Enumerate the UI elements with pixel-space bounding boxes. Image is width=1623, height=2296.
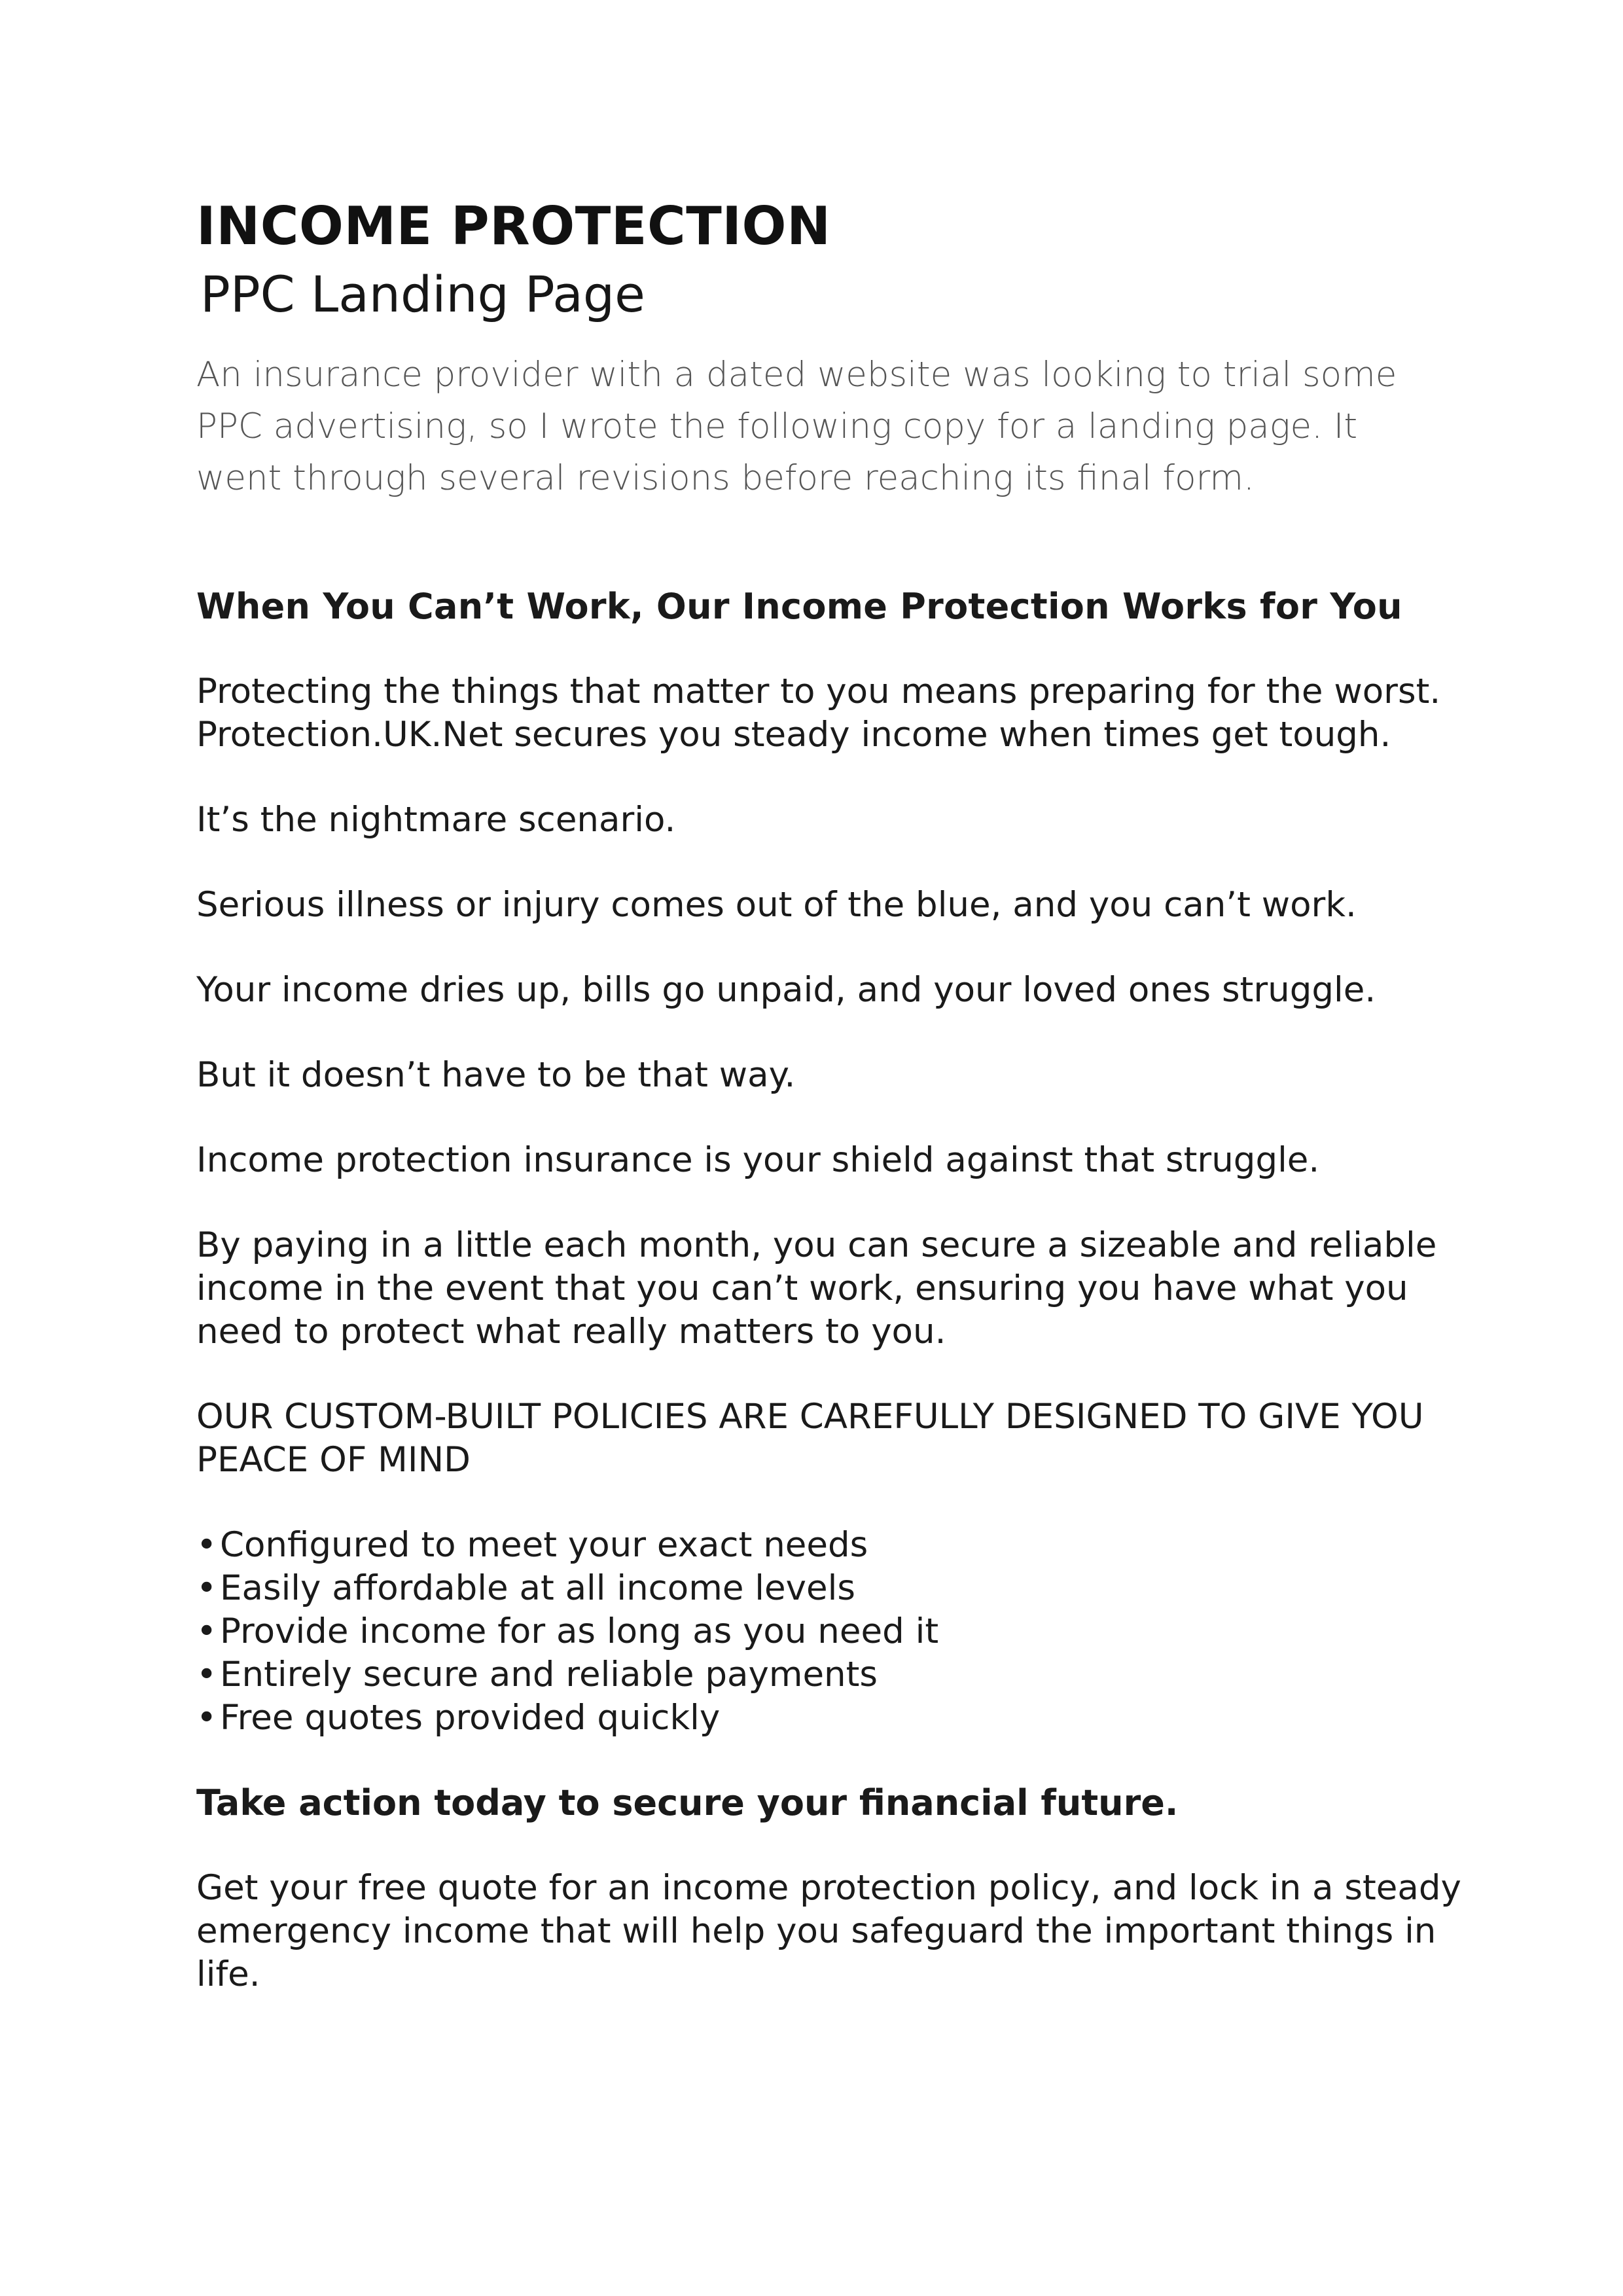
bullet-icon: • bbox=[196, 1525, 217, 1566]
paragraph-protecting: Protecting the things that matter to you means preparing for the worst. Protection.UK.Net secures you steady income when times get tough. bbox=[196, 672, 1441, 755]
list-item-text: Free quotes provided quickly bbox=[220, 1698, 721, 1738]
bullet-icon: • bbox=[196, 1698, 217, 1738]
paragraph-doesnt-have-to: But it doesn’t have to be that way. bbox=[196, 1055, 796, 1096]
paragraph-paying-in: By paying in a little each month, you can secure a sizeable and reliable income in the event that you can’t work, ensuring you have what you need to protect what really matters to you. bbox=[196, 1225, 1437, 1352]
paragraph-policies-heading: OUR CUSTOM-BUILT POLICIES ARE CAREFULLY DESIGNED TO GIVE YOU PEACE OF MIND bbox=[196, 1397, 1424, 1480]
paragraph-nightmare: It’s the nightmare scenario. bbox=[196, 800, 676, 840]
bullet-icon: • bbox=[196, 1655, 217, 1695]
list-item bbox=[196, 1610, 1472, 1653]
list-item-text: Easily affordable at all income levels bbox=[220, 1568, 855, 1609]
list-item bbox=[196, 1524, 1472, 1567]
list-item bbox=[196, 1567, 1472, 1610]
document-content bbox=[196, 196, 1472, 1996]
bullet-icon: • bbox=[196, 1568, 217, 1609]
list-item bbox=[196, 1696, 1472, 1740]
closing-paragraph: Get your free quote for an income protection policy, and lock in a steady emergency income that will help you safeguard the important things in life. bbox=[196, 1868, 1461, 1995]
page-subtitle: PPC Landing Page bbox=[200, 265, 645, 323]
list-item-text: Configured to meet your exact needs bbox=[220, 1525, 868, 1566]
list-item-text: Entirely secure and reliable payments bbox=[220, 1655, 878, 1695]
paragraph-shield: Income protection insurance is your shield against that struggle. bbox=[196, 1140, 1320, 1181]
paragraph-income-dries: Your income dries up, bills go unpaid, and your loved ones struggle. bbox=[196, 970, 1376, 1011]
landing-headline: When You Can’t Work, Our Income Protection Works for You bbox=[196, 586, 1402, 628]
bullet-icon: • bbox=[196, 1611, 217, 1652]
list-item bbox=[196, 1653, 1472, 1696]
call-to-action-heading: Take action today to secure your financial future. bbox=[196, 1782, 1179, 1824]
benefits-list bbox=[196, 1524, 1472, 1740]
paragraph-illness: Serious illness or injury comes out of the blue, and you can’t work. bbox=[196, 885, 1357, 925]
page-title: INCOME PROTECTION bbox=[196, 196, 831, 257]
list-item-text: Provide income for as long as you need it bbox=[220, 1611, 939, 1652]
intro-paragraph: An insurance provider with a dated website was looking to trial some PPC advertising, so I wrote the following copy for a landing page. It went through several revisions before reaching its final form. bbox=[196, 355, 1397, 499]
